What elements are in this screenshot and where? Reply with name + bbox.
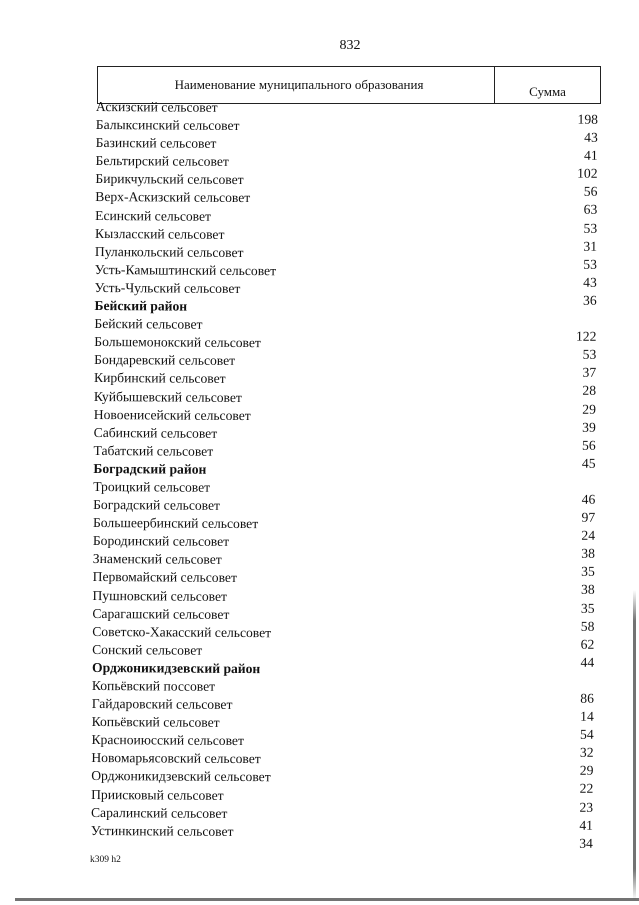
sum-value: 34 [579, 835, 593, 851]
sum-value: 24 [581, 527, 596, 543]
municipality-name: Верх-Аскизский сельсовет [95, 189, 251, 206]
municipality-name: Кызласский сельсовет [95, 225, 225, 242]
sum-value: 38 [581, 545, 595, 562]
sum-value: 35 [580, 600, 595, 616]
municipality-name: Бондаревский сельсовет [94, 352, 236, 369]
sum-value: 53 [582, 346, 597, 363]
municipality-name: Сабинский сельсовет [93, 424, 218, 441]
sum-value: 41 [579, 817, 594, 833]
sum-value [477, 472, 595, 491]
municipality-name: Пушновский сельсовет [92, 587, 228, 604]
sum-value: 46 [581, 491, 596, 507]
sum-value: 43 [583, 274, 597, 290]
municipality-name: Бейский сельсовет [94, 316, 203, 332]
municipality-name: Базинский сельсовет [95, 135, 217, 152]
municipality-name: Большеербинский сельсовет [92, 515, 259, 532]
municipality-name: Саралинский сельсовет [90, 804, 228, 821]
municipality-name: Троицкий сельсовет [93, 478, 211, 495]
page-number: 832 [339, 38, 361, 53]
sum-value: 37 [582, 365, 597, 381]
sum-value: 39 [582, 419, 596, 435]
municipality-name: Копьёвский поссовет [91, 677, 216, 694]
sum-value: 54 [579, 726, 594, 742]
sum-value: 53 [583, 220, 598, 236]
sum-value [476, 671, 594, 690]
sum-value: 53 [583, 256, 597, 272]
sum-value: 63 [583, 202, 598, 218]
district-heading: Бейский район [94, 298, 188, 314]
sum-value: 35 [581, 564, 595, 580]
municipality-name: Бородинский сельсовет [92, 533, 230, 550]
header-sum-column: Сумма [494, 67, 600, 103]
municipality-name: Кирбинский сельсовет [93, 370, 226, 387]
municipality-name: Балыксинский сельсовет [95, 117, 240, 134]
municipality-name: Приисковый сельсовет [91, 786, 224, 803]
municipality-name: Куйбышевский сельсовет [93, 388, 242, 405]
sum-value: 41 [584, 147, 598, 164]
sum-value: 31 [583, 238, 598, 254]
municipality-name: Гайдаровский сельсовет [91, 696, 233, 713]
sum-value: 102 [577, 165, 598, 182]
district-heading: Боградский район [93, 460, 207, 477]
sum-value: 56 [583, 184, 598, 200]
sums-column [475, 110, 598, 853]
municipality-name: Большемонокский сельсовет [94, 334, 261, 351]
sum-value: 38 [581, 582, 595, 598]
sum-value: 29 [582, 401, 596, 417]
district-heading: Орджоникидзевский район [91, 659, 261, 677]
municipality-name: Знаменский сельсовет [92, 551, 222, 568]
scan-bottom-artifact [15, 898, 639, 901]
municipality-name: Есинский сельсовет [95, 207, 212, 224]
sum-value: 198 [577, 111, 598, 127]
municipality-name: Аскизский сельсовет [95, 98, 218, 115]
sum-value [478, 309, 596, 328]
sum-value: 29 [579, 763, 594, 779]
municipality-name: Боградский сельсовет [93, 497, 221, 513]
sum-value: 44 [580, 654, 595, 670]
municipality-name: Копьёвский сельсовет [91, 714, 220, 731]
sum-value: 122 [575, 328, 597, 344]
municipality-name: Советско-Хакасский сельсовет [92, 623, 272, 640]
municipality-name: Красноиюсский сельсовет [91, 732, 244, 749]
sum-value: 23 [579, 799, 594, 815]
municipality-name: Сарагашский сельсовет [92, 605, 230, 622]
sum-value: 43 [584, 129, 598, 145]
header-name-column: Наименование муниципального образования [174, 77, 424, 92]
footer-code: k309 h2 [90, 855, 121, 865]
municipality-name: Бирикчульский сельсовет [95, 171, 244, 188]
municipality-name: Новоенисейский сельсовет [93, 406, 251, 423]
municipality-name: Пуланкольский сельсовет [94, 243, 244, 260]
sum-value: 58 [580, 618, 595, 634]
municipality-name: Орджоникидзевский сельсовет [91, 768, 271, 785]
scan-edge-artifact [633, 590, 636, 900]
municipality-name: Бельтирский сельсовет [95, 153, 229, 170]
sum-value: 36 [583, 292, 597, 308]
sum-value: 32 [579, 744, 594, 761]
sum-value: 86 [580, 690, 594, 706]
municipality-name: Табатский сельсовет [93, 442, 214, 459]
sum-value: 56 [582, 437, 596, 453]
municipality-name: Усть-Чульский сельсовет [94, 279, 241, 296]
sum-value: 22 [579, 781, 594, 797]
names-column [91, 98, 456, 842]
sum-value: 62 [580, 636, 595, 652]
municipality-name: Усть-Камыштинский сельсовет [94, 261, 277, 279]
sum-value: 28 [582, 383, 597, 399]
sum-value: 45 [581, 455, 596, 471]
municipality-name: Первомайский сельсовет [92, 569, 237, 586]
sum-value: 14 [580, 708, 594, 724]
municipality-name: Сонский сельсовет [92, 641, 203, 658]
sum-value: 97 [581, 509, 596, 525]
municipality-name: Новомарьясовский сельсовет [91, 750, 261, 767]
municipality-name: Устинкинский сельсовет [90, 822, 234, 839]
